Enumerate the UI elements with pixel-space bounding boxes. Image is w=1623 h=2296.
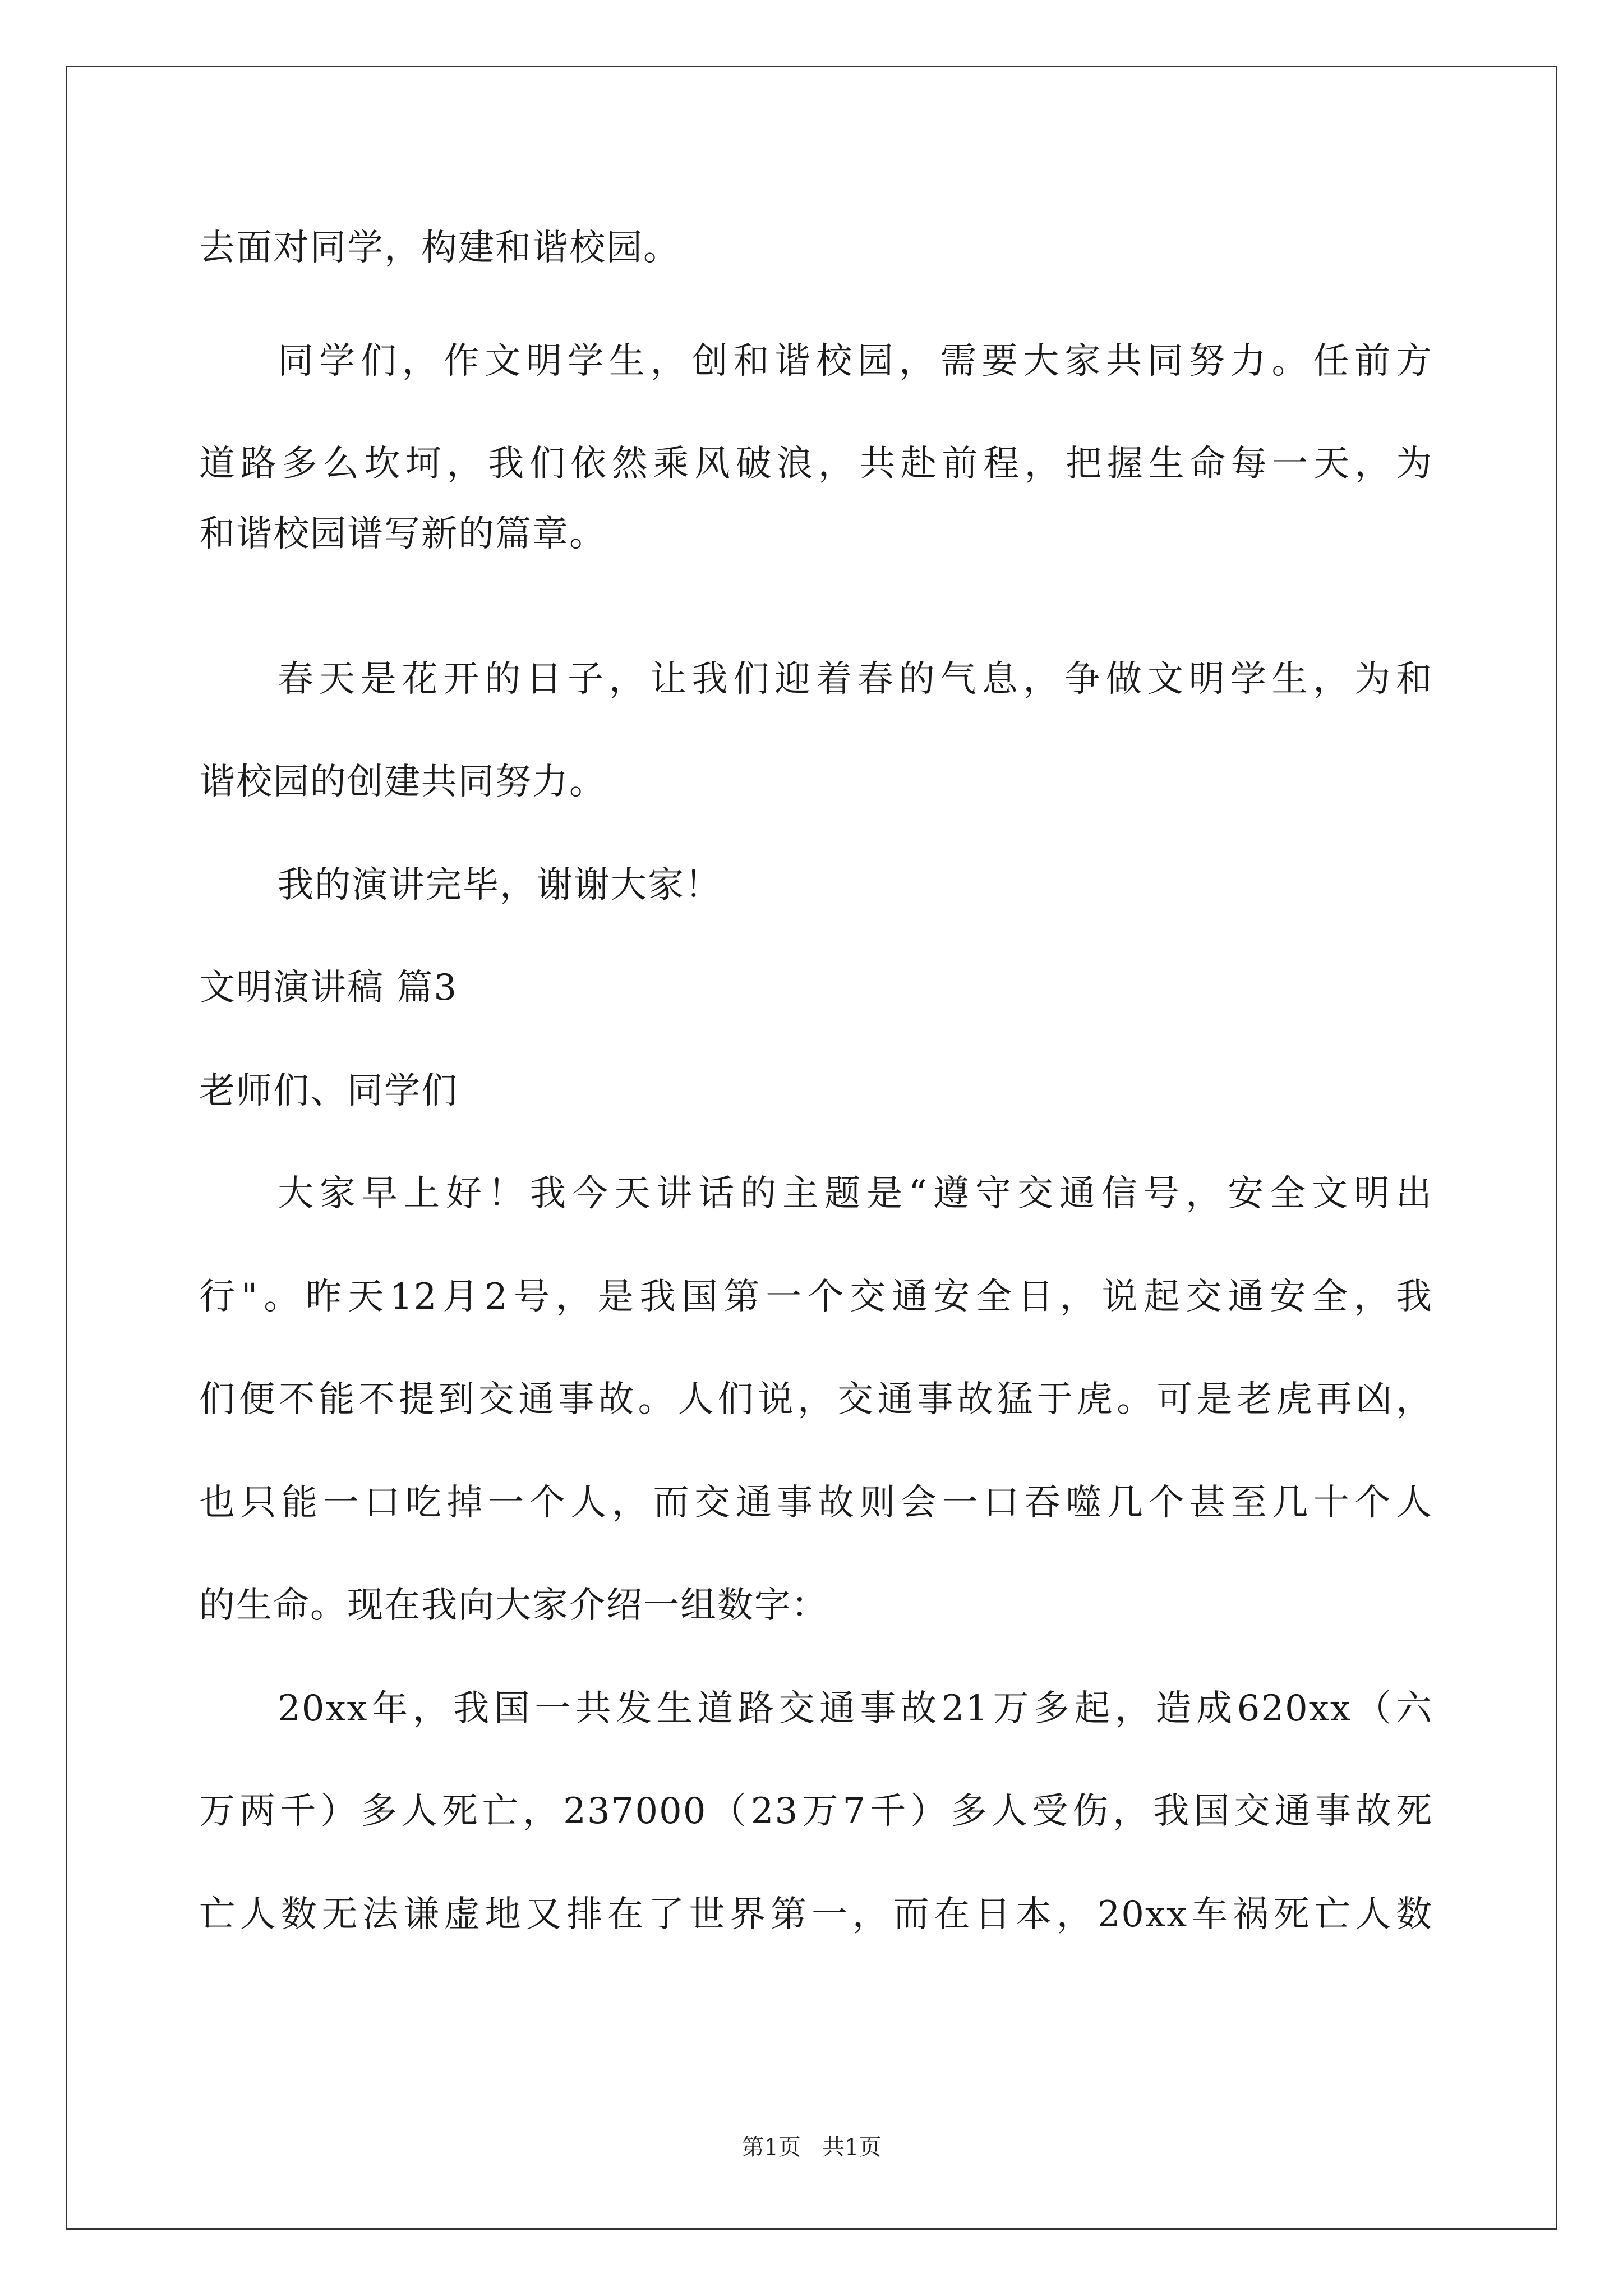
text-line: 谐校园的创建共同努力。 [199,761,606,803]
text-line: 的生命。现在我向大家介绍一组数字： [199,1585,828,1626]
page-number-label: 第1页 共1页 [741,2134,882,2160]
text-line: 亡人数无法谦虚地又排在了世界第一，而在日本，20xx车祸死亡人数 [199,1894,1433,1935]
text-line: 春天是花开的日子，让我们迎着春的气息，争做文明学生，为和 [278,659,1433,700]
text-line: 行"。昨天12月2号，是我国第一个交通安全日，说起交通安全，我 [199,1276,1433,1318]
text-line: 万两千）多人死亡，237000（23万7千）多人受伤，我国交通事故死 [199,1791,1433,1832]
salutation: 老师们、同学们 [199,1070,458,1112]
text-line: 20xx年，我国一共发生道路交通事故21万多起，造成620xx（六 [278,1688,1433,1729]
text-line: 我的演讲完毕，谢谢大家！ [278,864,722,906]
text-line: 去面对同学，构建和谐校园。 [199,227,680,269]
text-line: 大家早上好！我今天讲话的主题是“遵守交通信号，安全文明出 [278,1173,1433,1214]
text-line: 和谐校园谱写新的篇章。 [199,513,606,555]
text-line: 们便不能不提到交通事故。人们说，交通事故猛于虎。可是老虎再凶， [199,1379,1433,1420]
text-line: 也只能一口吃掉一个人，而交通事故则会一口吞噬几个甚至几十个人 [199,1482,1433,1524]
page-footer [0,2136,1623,2159]
section-heading: 文明演讲稿 篇3 [199,967,458,1009]
text-line: 道路多么坎坷，我们依然乘风破浪，共赴前程，把握生命每一天，为 [199,443,1433,485]
text-line: 同学们，作文明学生，创和谐校园，需要大家共同努力。任前方 [278,341,1433,382]
